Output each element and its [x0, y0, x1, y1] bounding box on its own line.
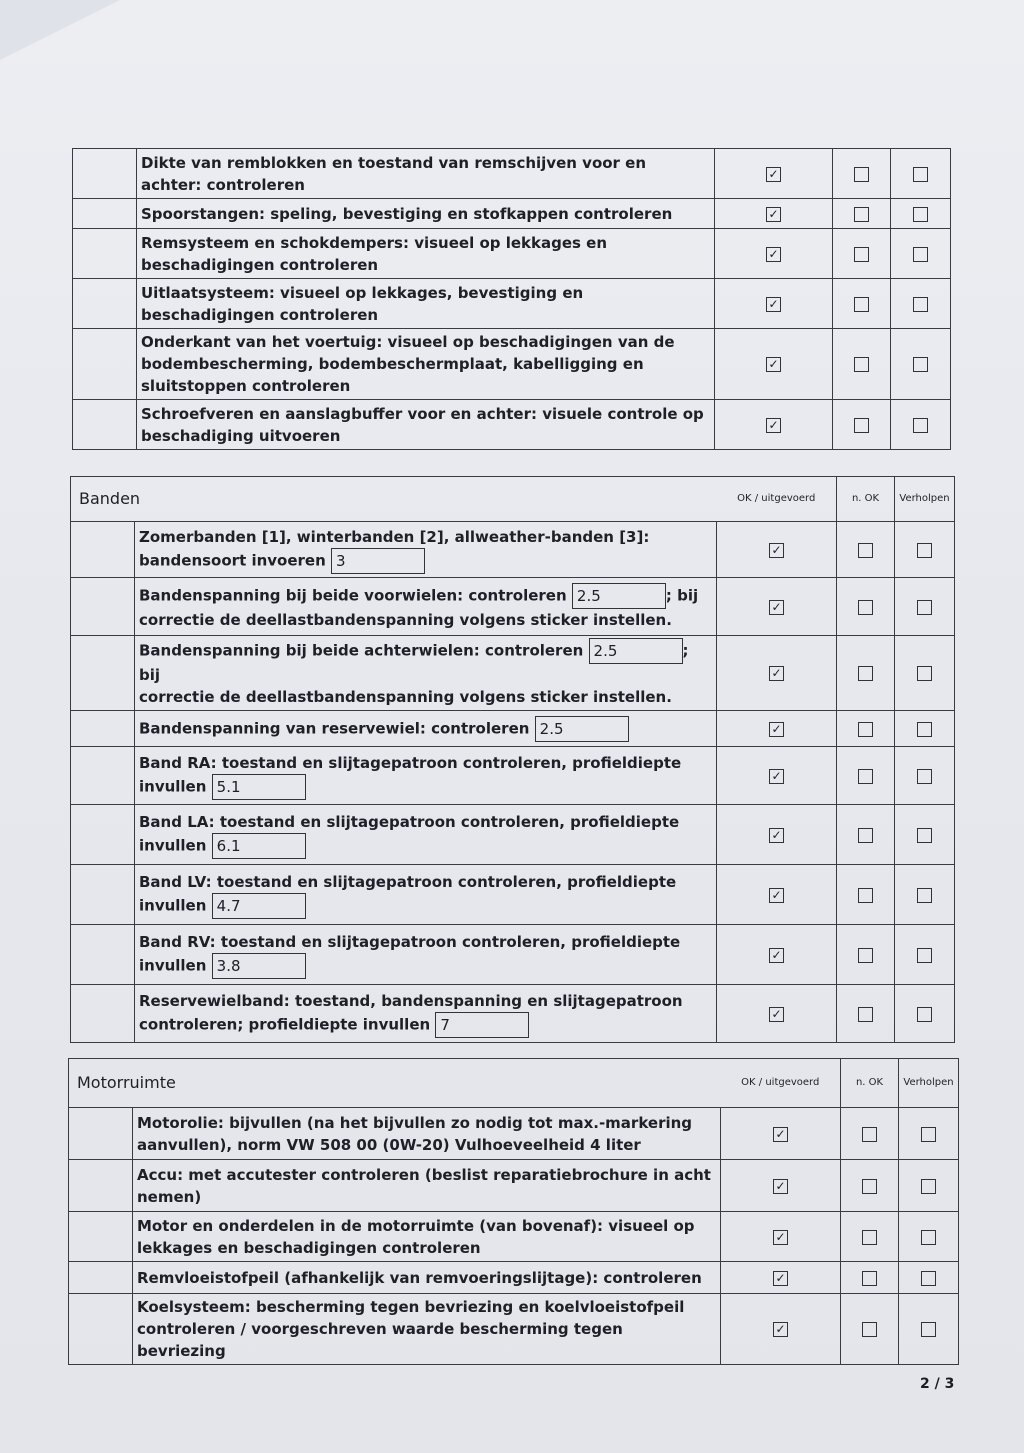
spare-tread-depth-field[interactable]: 7: [435, 1012, 529, 1038]
task-suffix: ; bij: [665, 586, 699, 604]
task-text: Band RV: toestand en slijtagepatroon controleren, profieldiepte invullen: [139, 932, 681, 974]
table-row: [69, 1108, 959, 1160]
not-ok-checkbox[interactable]: [862, 1271, 877, 1286]
task-text: Zomerbanden [1], winterbanden [2], allweather-banden [3]: bandensoort invoeren: [139, 527, 650, 569]
task-suffix: ; bij: [139, 641, 689, 684]
task-text: Bandenspanning van reservewiel: controleren: [139, 719, 530, 737]
tread-depth-la-field[interactable]: 6.1: [212, 833, 306, 859]
inspection-table-tyres: [70, 476, 955, 1043]
not-ok-checkbox[interactable]: [858, 600, 873, 615]
ok-checkbox[interactable]: [769, 600, 784, 615]
row-number-cell: [73, 229, 137, 279]
fixed-checkbox[interactable]: [917, 888, 932, 903]
not-ok-checkbox[interactable]: [858, 769, 873, 784]
ok-checkbox[interactable]: [769, 666, 784, 681]
fixed-checkbox[interactable]: [917, 1007, 932, 1022]
task-text: Remvloeistofpeil (afhankelijk van remvoeringslijtage): controleren: [133, 1262, 721, 1294]
task-text: Band LV: toestand en slijtagepatroon controleren, profieldiepte invullen: [139, 872, 677, 914]
task-text: Band RA: toestand en slijtagepatroon controleren, profieldiepte invullen: [139, 753, 682, 795]
table-row: [71, 805, 955, 865]
table-row: [71, 865, 955, 925]
tread-depth-ra-field[interactable]: 5.1: [212, 774, 306, 800]
table-row: [71, 925, 955, 985]
fixed-checkbox[interactable]: [917, 828, 932, 843]
task-text: Bandenspanning bij beide voorwielen: controleren: [139, 586, 567, 604]
ok-checkbox[interactable]: [769, 948, 784, 963]
ok-checkbox[interactable]: [766, 357, 781, 372]
fixed-checkbox[interactable]: [921, 1271, 936, 1286]
tyre-type-field[interactable]: 3: [331, 548, 425, 574]
not-ok-checkbox[interactable]: [862, 1179, 877, 1194]
section-title: Motorruimte: [69, 1059, 721, 1108]
ok-checkbox[interactable]: [766, 418, 781, 433]
not-ok-checkbox[interactable]: [858, 666, 873, 681]
table-row: [71, 747, 955, 805]
ok-checkbox[interactable]: [773, 1322, 788, 1337]
ok-checkbox[interactable]: [766, 247, 781, 262]
fixed-checkbox[interactable]: [917, 600, 932, 615]
not-ok-checkbox[interactable]: [854, 357, 869, 372]
fixed-checkbox[interactable]: [917, 543, 932, 558]
front-pressure-field[interactable]: 2.5: [572, 583, 666, 609]
not-ok-checkbox[interactable]: [858, 1007, 873, 1022]
task-text: Spoorstangen: speling, bevestiging en stofkappen controleren: [137, 199, 715, 229]
task-text: Schroefveren en aanslagbuffer voor en achter: visuele controle op beschadiging uitvoeren: [137, 400, 715, 450]
task-text: Remsysteem en schokdempers: visueel op lekkages en beschadigingen controleren: [137, 229, 715, 279]
fixed-checkbox[interactable]: [921, 1179, 936, 1194]
ok-checkbox[interactable]: [766, 297, 781, 312]
not-ok-checkbox[interactable]: [854, 247, 869, 262]
col-header-ok: OK / uitgevoerd: [717, 477, 837, 522]
row-number-cell: [73, 400, 137, 450]
ok-checkbox[interactable]: [773, 1230, 788, 1245]
fixed-checkbox[interactable]: [913, 297, 928, 312]
task-text: Koelsysteem: bescherming tegen bevriezing en koelvloeistofpeil controleren / voorgeschreven waarde bescherming tegen bevriezing: [133, 1294, 721, 1365]
page-number: 2 / 3: [920, 1376, 955, 1392]
not-ok-checkbox[interactable]: [862, 1127, 877, 1142]
task-text: Accu: met accutester controleren (beslist reparatiebrochure in acht nemen): [133, 1160, 721, 1212]
ok-checkbox[interactable]: [766, 167, 781, 182]
fixed-checkbox[interactable]: [921, 1230, 936, 1245]
not-ok-checkbox[interactable]: [854, 297, 869, 312]
task-text: Bandenspanning bij beide achterwielen: controleren: [139, 641, 584, 660]
ok-checkbox[interactable]: [769, 888, 784, 903]
not-ok-checkbox[interactable]: [858, 948, 873, 963]
task-text: Uitlaatsysteem: visueel op lekkages, bevestiging en beschadigingen controleren: [137, 279, 715, 329]
ok-checkbox[interactable]: [773, 1179, 788, 1194]
ok-checkbox[interactable]: [773, 1127, 788, 1142]
table-row: [71, 636, 955, 711]
task-text: Band LA: toestand en slijtagepatroon controleren, profieldiepte invullen: [139, 812, 680, 854]
not-ok-checkbox[interactable]: [854, 418, 869, 433]
fixed-checkbox[interactable]: [917, 769, 932, 784]
task-text-cont: correctie de deellastbandenspanning volgens sticker instellen.: [139, 688, 672, 706]
col-header-ok: OK / uitgevoerd: [721, 1059, 841, 1108]
ok-checkbox[interactable]: [766, 207, 781, 222]
fixed-checkbox[interactable]: [917, 666, 932, 681]
fixed-checkbox[interactable]: [921, 1322, 936, 1337]
spare-pressure-field[interactable]: 2.5: [535, 716, 629, 742]
ok-checkbox[interactable]: [769, 769, 784, 784]
ok-checkbox[interactable]: [769, 722, 784, 737]
ok-checkbox[interactable]: [769, 543, 784, 558]
fixed-checkbox[interactable]: [921, 1127, 936, 1142]
table-row: [69, 1160, 959, 1212]
task-text-cont: correctie de deellastbandenspanning volgens sticker instellen.: [139, 610, 672, 629]
task-text: Motor en onderdelen in de motorruimte (van bovenaf): visueel op lekkages en beschadigingen controleren: [133, 1212, 721, 1262]
task-text: Dikte van remblokken en toestand van remschijven voor en achter: controleren: [137, 149, 715, 199]
section-header: [71, 477, 955, 522]
inspection-table-undercarriage: [72, 148, 951, 450]
section-header: [69, 1059, 959, 1108]
table-row: [73, 149, 951, 199]
not-ok-checkbox[interactable]: [854, 207, 869, 222]
col-header-not-ok: n. OK: [837, 477, 895, 522]
row-number-cell: [73, 279, 137, 329]
col-header-not-ok: n. OK: [841, 1059, 899, 1108]
not-ok-checkbox[interactable]: [862, 1322, 877, 1337]
col-header-fixed: Verholpen: [899, 1059, 959, 1108]
table-row: [69, 1212, 959, 1262]
fixed-checkbox[interactable]: [917, 722, 932, 737]
table-row: [73, 199, 951, 229]
task-text: Onderkant van het voertuig: visueel op beschadigingen van de bodembescherming, bodembeschermplaat, kabelligging en sluitstoppen controleren: [137, 329, 715, 400]
folded-corner: [0, 0, 120, 60]
not-ok-checkbox[interactable]: [862, 1230, 877, 1245]
fixed-checkbox[interactable]: [913, 247, 928, 262]
task-text: Motorolie: bijvullen (na het bijvullen zo nodig tot max.-markering aanvullen), norm VW 508 00 (0W-20) Vulhoeveelheid 4 liter: [133, 1108, 721, 1160]
table-row: [73, 400, 951, 450]
rear-pressure-field[interactable]: 2.5: [589, 638, 683, 664]
table-row: [73, 229, 951, 279]
table-row: [71, 985, 955, 1043]
ok-checkbox[interactable]: [769, 1007, 784, 1022]
col-header-fixed: Verholpen: [895, 477, 955, 522]
row-number-cell: [73, 329, 137, 400]
not-ok-checkbox[interactable]: [854, 167, 869, 182]
table-row: [71, 711, 955, 747]
table-row: [73, 329, 951, 400]
section-title: Banden: [71, 477, 717, 522]
fixed-checkbox[interactable]: [913, 207, 928, 222]
fixed-checkbox[interactable]: [913, 357, 928, 372]
not-ok-checkbox[interactable]: [858, 828, 873, 843]
inspection-table-engine-bay: [68, 1058, 959, 1365]
table-row: [69, 1294, 959, 1365]
table-row: [69, 1262, 959, 1294]
row-number-cell: [73, 199, 137, 229]
fixed-checkbox[interactable]: [913, 167, 928, 182]
fixed-checkbox[interactable]: [913, 418, 928, 433]
not-ok-checkbox[interactable]: [858, 888, 873, 903]
table-row: [71, 578, 955, 636]
fixed-checkbox[interactable]: [917, 948, 932, 963]
not-ok-checkbox[interactable]: [858, 722, 873, 737]
tread-depth-rv-field[interactable]: 3.8: [212, 953, 306, 979]
not-ok-checkbox[interactable]: [858, 543, 873, 558]
row-number-cell: [73, 149, 137, 199]
ok-checkbox[interactable]: [773, 1271, 788, 1286]
table-row: [73, 279, 951, 329]
ok-checkbox[interactable]: [769, 828, 784, 843]
table-row: [71, 522, 955, 578]
tread-depth-lv-field[interactable]: 4.7: [212, 893, 306, 919]
task-text: Reservewielband: toestand, bandenspanning en slijtagepatroon controleren; profieldiepte invullen: [139, 991, 683, 1033]
